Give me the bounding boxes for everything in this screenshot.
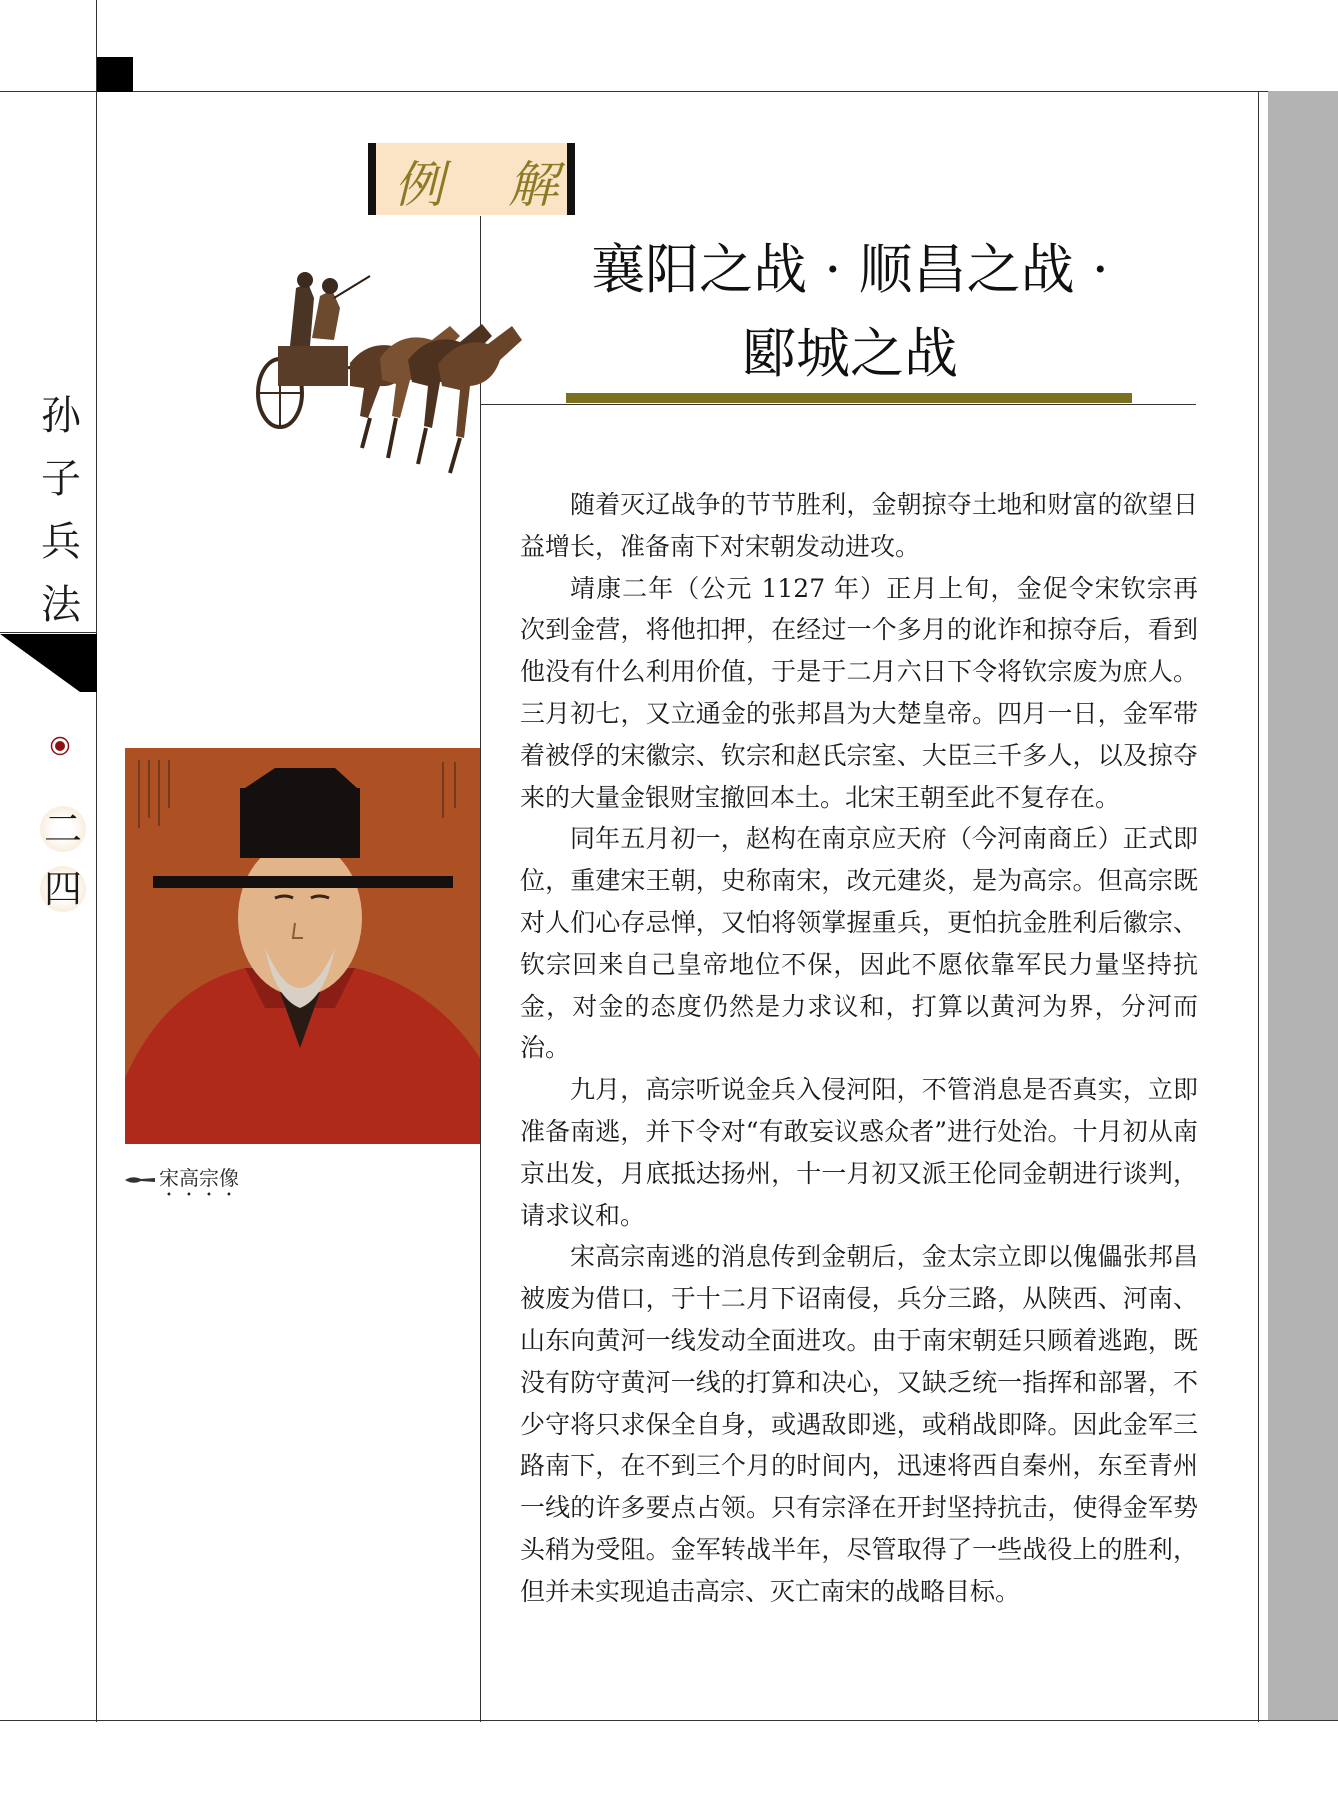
section-badge-char: 例: [394, 156, 444, 214]
page-number-char: 四: [40, 866, 86, 912]
side-separator: [0, 632, 97, 633]
page-number: [38, 806, 88, 926]
page-marker-dot-icon: [50, 736, 70, 756]
book-title-char: 兵: [41, 519, 81, 565]
left-margin-rule: [96, 0, 97, 1722]
book-title-char: 子: [41, 456, 81, 502]
section-badge: [368, 143, 575, 215]
corner-block: [97, 57, 133, 92]
right-edge-band: [1268, 91, 1338, 1720]
article-title-line-1: 襄阳之战 · 顺昌之战 ·: [591, 238, 1109, 301]
title-accent-bar: [566, 393, 1132, 403]
section-badge-char: 解: [508, 156, 558, 214]
emperor-portrait-image: [125, 748, 480, 1144]
bottom-frame-line: [0, 1720, 1338, 1721]
chariot-illustration: [250, 268, 526, 478]
page-number-char: 二: [40, 806, 86, 852]
top-frame-line: [0, 91, 1338, 92]
portrait-caption-text: 宋高宗像: [159, 1166, 239, 1190]
body-paragraph: 同年五月初一，赵构在南京应天府（今河南商丘）正式即位，重建宋王朝，史称南宋，改元建炎，是为高宗。但高宗既对人们心存忌惮，又怕将领掌握重兵，更怕抗金胜利后徽宗、钦宗回来自己皇帝地位不保，因此不愿依靠军民力量坚持抗金，对金的态度仍然是力求议和，打算以黄河为界，分河而治。: [520, 824, 1198, 1063]
article-title: [560, 228, 1140, 396]
running-book-title: [36, 385, 86, 637]
body-paragraph: 靖康二年（公元 1127 年）正月上旬，金促令宋钦宗再次到金营，将他扣押，在经过一个多月的讹诈和掠夺后，看到他没有什么利用价值，于是于二月六日下令将钦宗废为庶人。三月初七，又立通金的张邦昌为大楚皇帝。四月一日，金军带着被俘的宋徽宗、钦宗和赵氏宗室、大臣三千多人，以及掠夺来的大量金银财宝撤回本土。北宋王朝至此不复存在。: [520, 573, 1198, 812]
book-title-char: 法: [41, 582, 81, 628]
body-paragraph: 随着灭辽战争的节节胜利，金朝掠夺土地和财富的欲望日益增长，准备南下对宋朝发动进攻。: [520, 490, 1198, 561]
caption-marker-icon: [125, 1175, 155, 1185]
article-body: [520, 484, 1198, 1613]
body-paragraph: 九月，高宗听说金兵入侵河阳，不管消息是否真实，立即准备南逃，并下令对“有敢妄议惑众者”进行处治。十月初从南京出发，月底抵达扬州，十一月初又派王伦同金朝进行谈判，请求议和。: [520, 1075, 1198, 1230]
side-wedge-ornament: [0, 634, 97, 692]
article-title-line-2: 郾城之战: [742, 322, 958, 385]
title-underline-rule: [480, 404, 1196, 405]
body-paragraph: 宋高宗南逃的消息传到金朝后，金太宗立即以傀儡张邦昌被废为借口，于十二月下诏南侵，兵分三路，从陕西、河南、山东向黄河一线发动全面进攻。由于南宋朝廷只顾着逃跑，既没有防守黄河一线的打算和决心，又缺乏统一指挥和部署，不少守将只求保全自身，或遇敌即逃，或稍战即降。因此金军三路南下，在不到三个月的时间内，迅速将西自秦州，东至青州一线的许多要点占领。只有宗泽在开封坚持抗击，使得金军势头稍为受阻。金军转战半年，尽管取得了一些战役上的胜利，但并未实现追击高宗、灭亡南宋的战略目标。: [520, 1242, 1198, 1606]
right-margin-rule: [1258, 91, 1259, 1722]
portrait-caption: [125, 1162, 239, 1201]
book-title-char: 孙: [41, 393, 81, 439]
